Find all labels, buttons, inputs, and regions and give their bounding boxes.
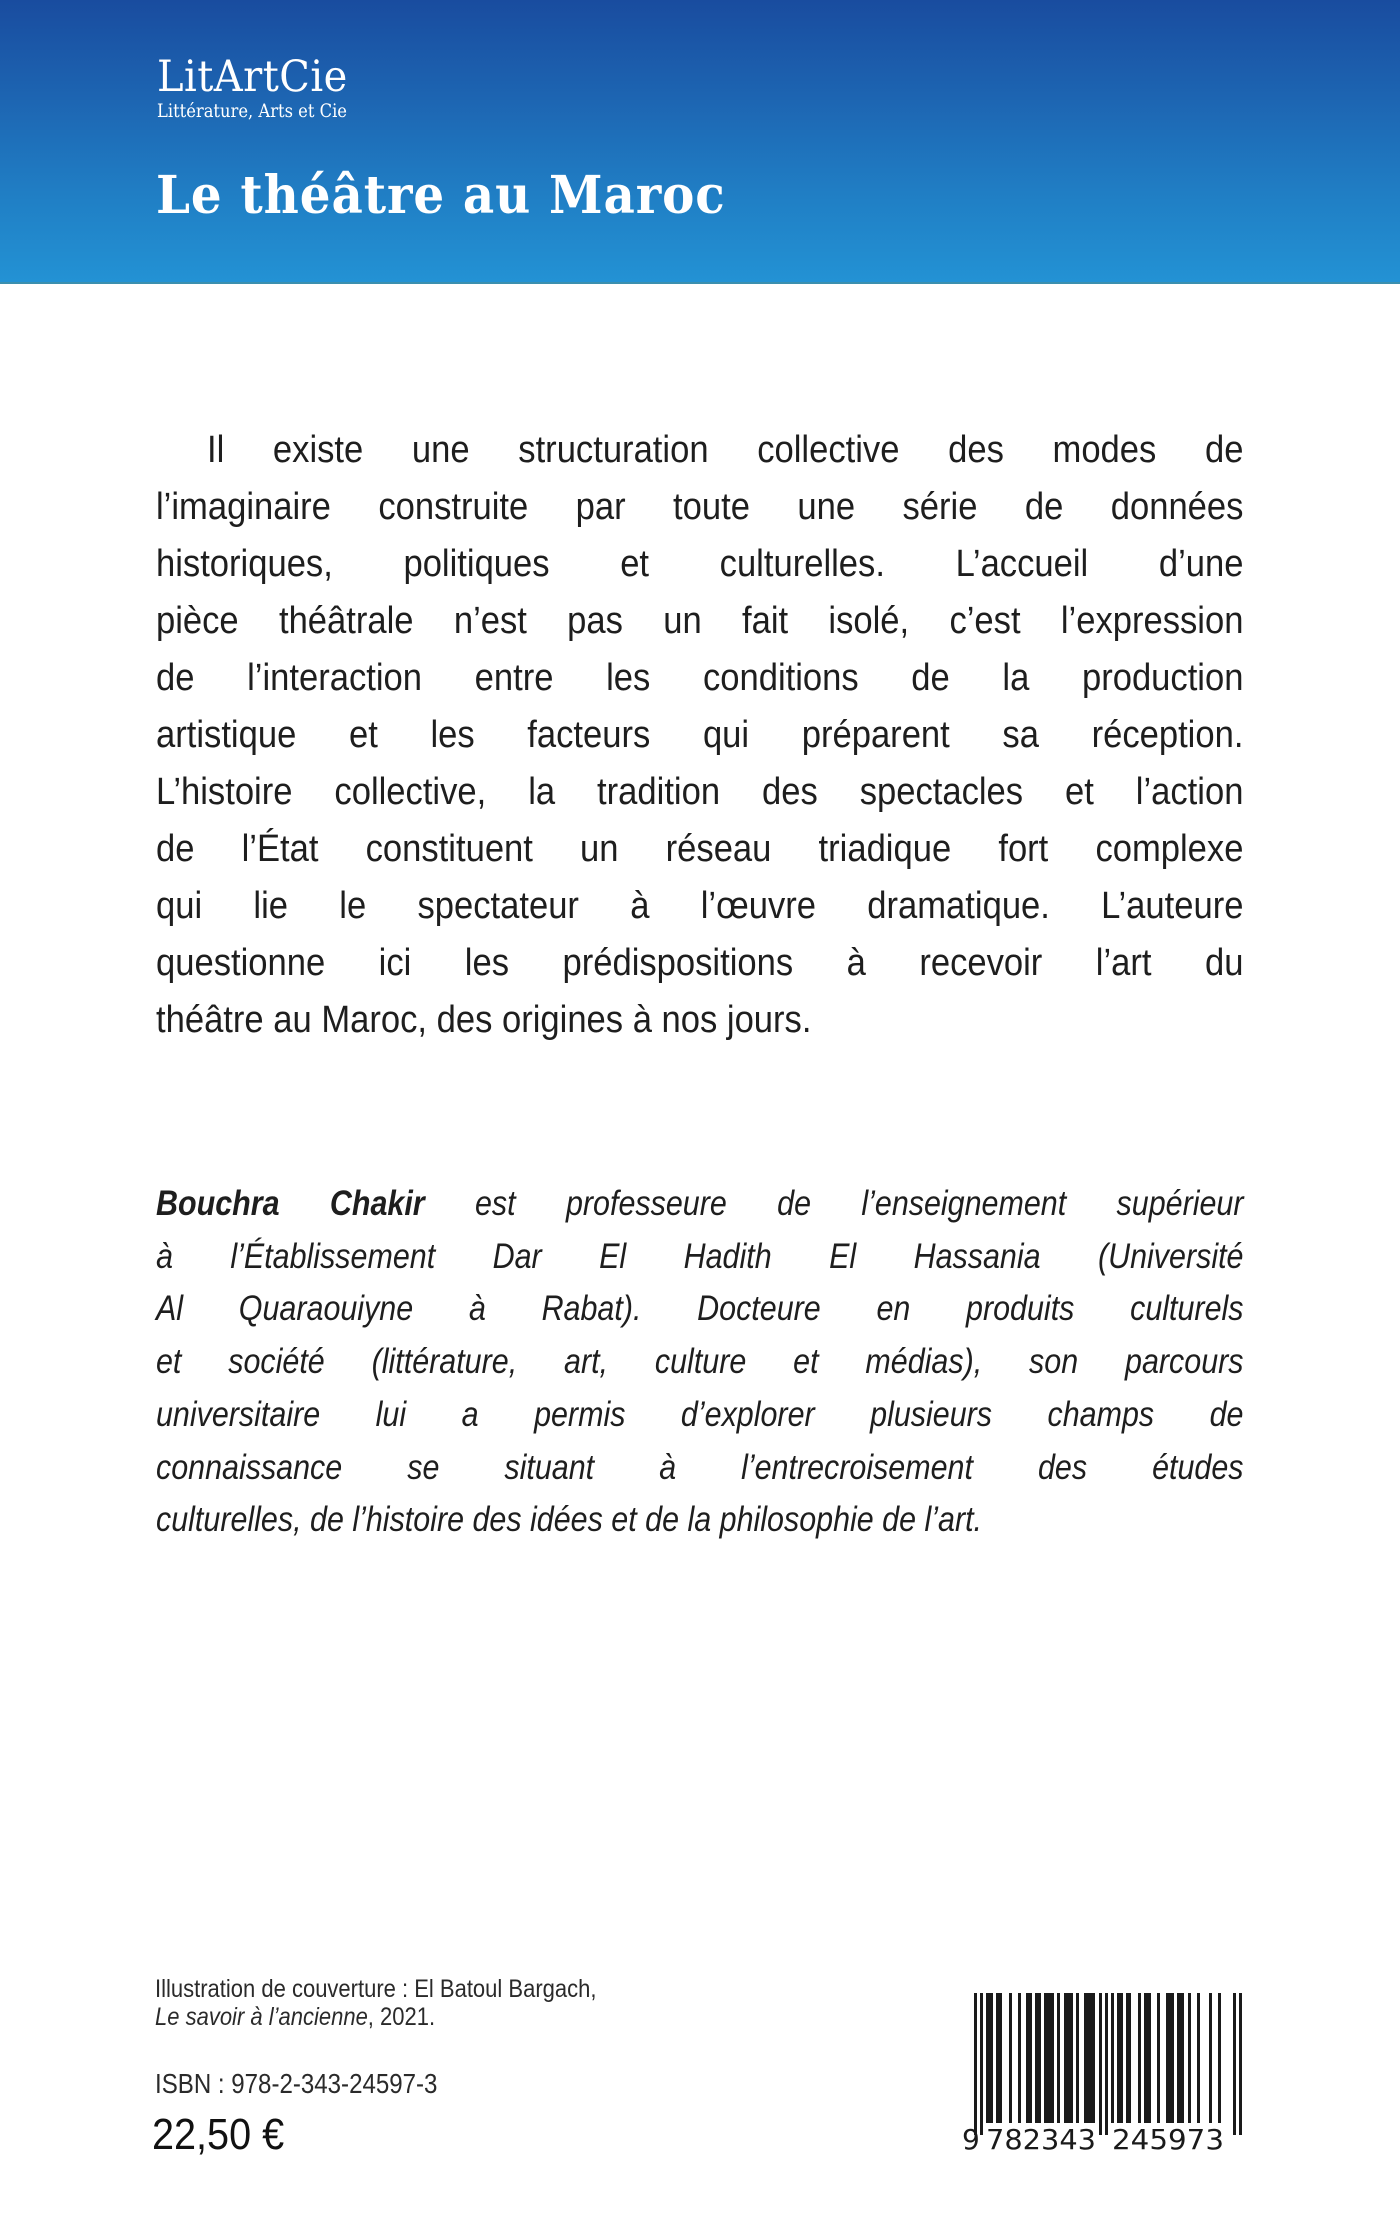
author-name: Bouchra Chakir bbox=[156, 1184, 425, 1223]
author-bio-line: universitaire lui a permis d’explorer plusieurs champs de bbox=[156, 1394, 1244, 1434]
summary-line: questionne ici les prédispositions à recevoir l’art du bbox=[156, 942, 1244, 984]
book-summary bbox=[156, 422, 1243, 1049]
summary-line: qui lie le spectateur à l’œuvre dramatique. L’auteure bbox=[156, 885, 1244, 927]
author-bio-line: culturelles, de l’histoire des idées et de la philosophie de l’art. bbox=[156, 1500, 983, 1540]
barcode-icon bbox=[962, 1993, 1252, 2153]
summary-line: pièce théâtrale n’est pas un fait isolé, c’est l’expression bbox=[156, 600, 1244, 642]
summary-line: l’imaginaire construite par toute une série de données bbox=[156, 486, 1244, 528]
summary-line: historiques, politiques et culturelles. L’accueil d’une bbox=[156, 543, 1244, 585]
summary-line: L’histoire collective, la tradition des spectacles et l’action bbox=[156, 771, 1244, 813]
summary-line: théâtre au Maroc, des origines à nos jours. bbox=[156, 999, 812, 1041]
barcode-first-digit: 9 bbox=[962, 2123, 980, 2153]
summary-line: artistique et les facteurs qui préparent sa réception. bbox=[156, 714, 1244, 756]
cover-header-band bbox=[0, 0, 1400, 284]
publisher-name: LitArtCie bbox=[157, 52, 348, 102]
barcode-left-digits: 782343 bbox=[986, 2123, 1096, 2153]
summary-line: de l’interaction entre les conditions de la production bbox=[156, 657, 1244, 699]
illustration-credit bbox=[155, 1975, 596, 2031]
barcode bbox=[962, 1993, 1252, 2153]
publisher-logo bbox=[157, 54, 378, 122]
author-bio-line: à l’Établissement Dar El Hadith El Hassania (Université bbox=[156, 1236, 1244, 1276]
author-bio-line: connaissance se situant à l’entrecroisement des études bbox=[156, 1447, 1244, 1487]
illustration-credit-label: Illustration de couverture : El Batoul Bargach, bbox=[155, 1975, 597, 2003]
summary-line: Il existe une structuration collective des modes de bbox=[206, 429, 1244, 471]
illustration-work bbox=[155, 2003, 596, 2031]
summary-line: de l’État constituent un réseau triadique fort complexe bbox=[156, 828, 1244, 870]
illustration-work-title: Le savoir à l’ancienne bbox=[155, 2003, 368, 2031]
book-title: Le théâtre au Maroc bbox=[156, 165, 726, 226]
author-bio bbox=[156, 1178, 1244, 1547]
illustration-work-year: , 2021. bbox=[367, 2003, 436, 2031]
isbn: ISBN : 978-2-343-24597-3 bbox=[155, 2068, 438, 2099]
author-bio-line: Al Quaraouiyne à Rabat). Docteure en produits culturels bbox=[156, 1289, 1244, 1329]
author-bio-text: est professeure de l’enseignement supérieur bbox=[424, 1184, 1244, 1223]
price: 22,50 € bbox=[152, 2110, 285, 2159]
barcode-right-digits: 245973 bbox=[1112, 2123, 1224, 2153]
author-bio-line: et société (littérature, art, culture et médias), son parcours bbox=[156, 1342, 1244, 1382]
publisher-tagline: Littérature, Arts et Cie bbox=[157, 100, 347, 122]
author-bio-line bbox=[156, 1178, 1244, 1231]
